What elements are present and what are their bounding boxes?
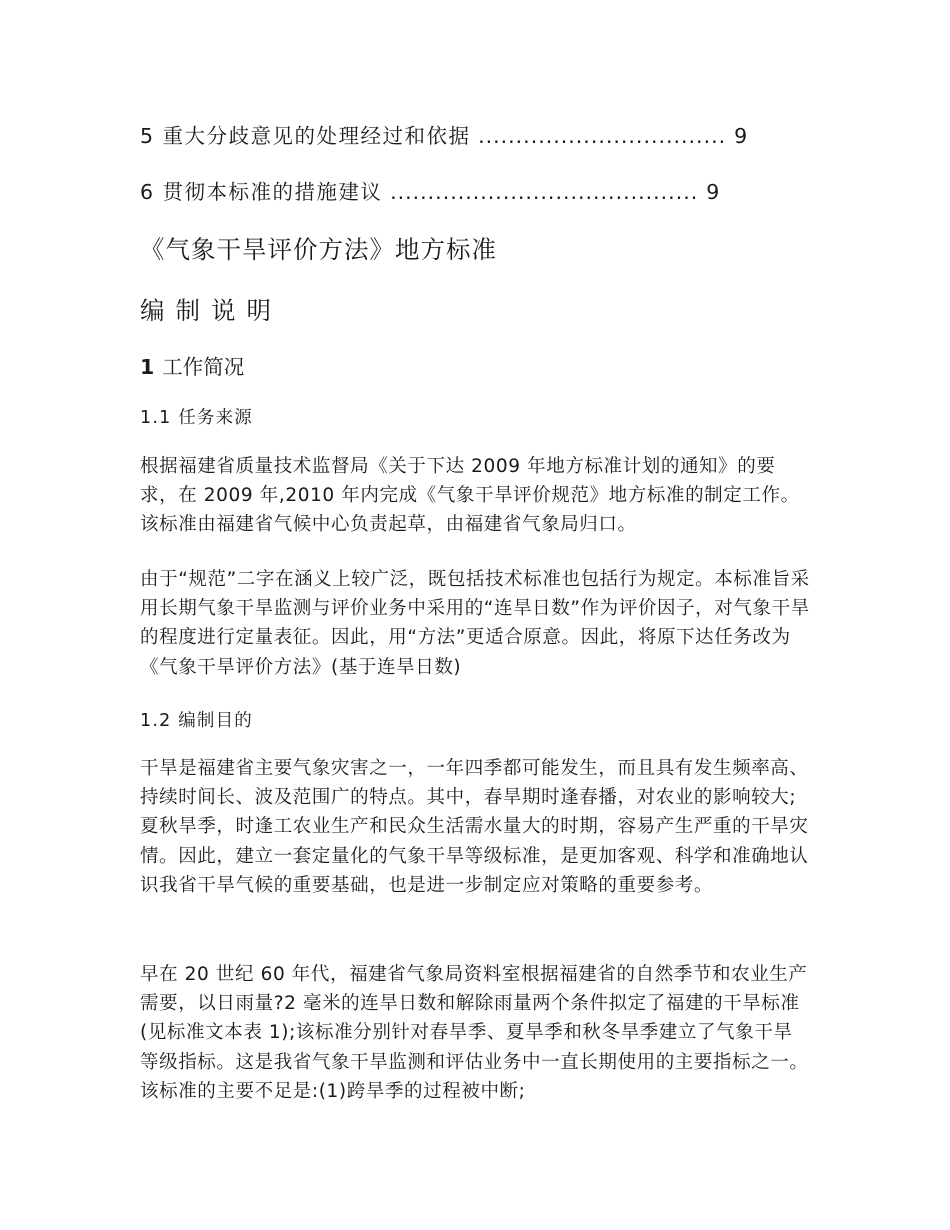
section-number: 1 <box>140 355 155 379</box>
toc-entry-6[interactable] <box>140 175 721 205</box>
paragraph-drought-background: 干旱是福建省主要气象灾害之一，一年四季都可能发生，而且具有发生频率高、持续时间长、波及范围广的特点。其中，春旱期时逢春播，对农业的影响较大;夏秋旱季，时逢工农业生产和民众生活需水量大的时期，容易产生严重的干旱灾情。因此，建立一套定量化的气象干旱等级标准，是更加客观、科学和准确地认识我省干旱气候的重要基础，也是进一步制定应对策略的重要参考。 <box>140 758 809 896</box>
section-title: 工作简况 <box>162 355 245 379</box>
toc-leader-dots: ................................. <box>470 124 727 148</box>
subsection-heading-1-2: 1.2 编制目的 <box>140 711 253 731</box>
document-subtitle: 编制说明 <box>140 296 282 325</box>
paragraph-task-source: 根据福建省质量技术监督局《关于下达 2009 年地方标准计划的通知》的要求，在 2009 年,2010 年内完成《气象干旱评价规范》地方标准的制定工作。该标准由福建省气候中心负责起草，由福建省气象局归口。 <box>140 456 800 536</box>
toc-page-number: 9 <box>706 180 721 204</box>
section-heading-1 <box>140 350 244 380</box>
toc-page-number: 9 <box>734 124 749 148</box>
subsection-heading-1-1: 1.1 任务来源 <box>140 408 253 428</box>
document-title: 《气象干旱评价方法》地方标准 <box>140 235 497 264</box>
toc-entry-label: 5 重大分歧意见的处理经过和依据 <box>140 124 471 148</box>
paragraph-historical-standard: 早在 20 世纪 60 年代，福建省气象局资料室根据福建省的自然季节和农业生产需要，以日雨量?2 毫米的连旱日数和解除雨量两个条件拟定了福建的干旱标准(见标准文本表 1);该标准分别针对春旱季、夏旱季和秋冬旱季建立了气象干旱等级指标。这是我省气象干旱监测和评估业务中一直长期使用的主要指标之一。该标准的主要不足是:(1)跨旱季的过程被中断; <box>140 964 809 1102</box>
toc-entry-label: 6 贯彻本标准的措施建议 <box>140 180 383 204</box>
paragraph-naming-rationale: 由于“规范”二字在涵义上较广泛，既包括技术标准也包括行为规定。本标准旨采用长期气象干旱监测与评价业务中采用的“连旱日数”作为评价因子，对气象干旱的程度进行定量表征。因此，用“方法”更适合原意。因此，将原下达任务改为《气象干旱评价方法》(基于连旱日数) <box>140 569 810 678</box>
toc-leader-dots: ......................................... <box>382 180 699 204</box>
toc-entry-5[interactable] <box>140 119 749 149</box>
